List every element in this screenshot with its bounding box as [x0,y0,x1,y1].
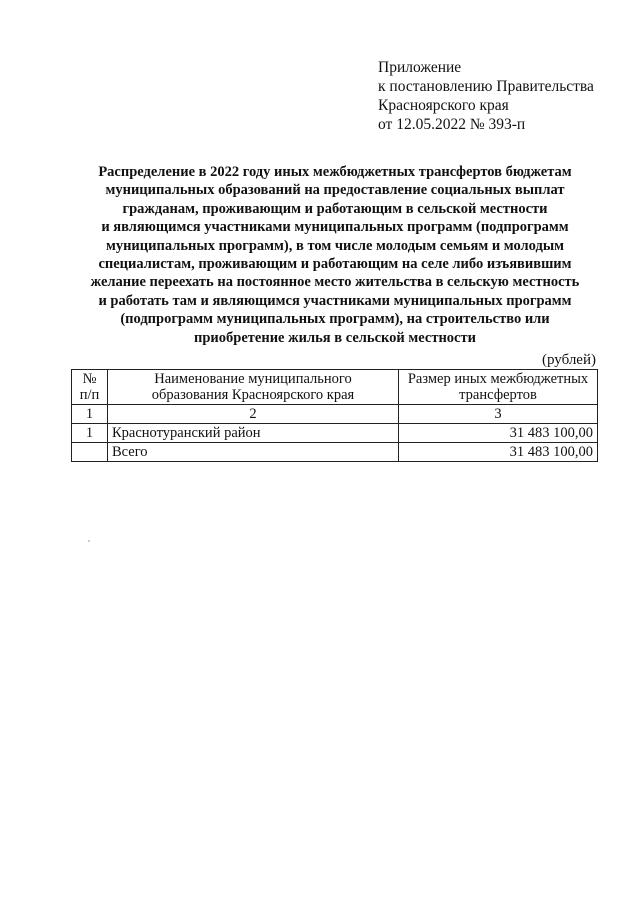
row-number: 1 [72,424,108,443]
total-row [72,443,598,462]
title-line: муниципальных программ), в том числе молодым семьям и молодым [105,237,565,254]
header-name [108,370,399,405]
row-municipality: Краснотуранский район [108,424,399,443]
scan-speck [88,540,90,542]
appendix-line-1: Приложение [378,59,462,76]
header-amount-line1: Размер иных межбюджетных [407,371,589,387]
distribution-table [71,369,598,462]
appendix-block [378,58,594,134]
row-amount: 31 483 100,00 [399,424,598,443]
title-line: (подпрограмм муниципальных программ), на строительство или [120,311,550,328]
header-amount-line2: трансфертов [459,387,537,403]
column-number: 2 [108,405,399,424]
column-number: 1 [72,405,108,424]
title-line: Распределение в 2022 году иных межбюджетных трансфертов бюджетам [98,164,572,180]
total-label: Всего [108,443,399,462]
table-header-row [72,370,598,405]
title-line: гражданам, проживающим и работающим в сельской местности [122,200,548,217]
header-name-line2: образования Красноярского края [151,387,355,403]
title-line: муниципальных образований на предоставление социальных выплат [105,182,565,199]
title-line: и являющимся участниками муниципальных программ (подпрограмм [101,219,569,236]
header-amount [399,370,598,405]
column-number: 3 [399,405,598,424]
title-line: специалистам, проживающим и работающим на селе либо изъявившим [98,256,572,273]
table-row [72,424,598,443]
units-label: (рублей) [541,352,596,368]
column-number-row [72,405,598,424]
title-line: приобретение жилья в сельской местности [194,329,476,346]
header-number-line1: № [82,371,97,387]
header-number [72,370,108,405]
appendix-line-2: к постановлению Правительства [378,78,594,95]
appendix-line-4: от 12.05.2022 № 393-п [378,116,526,133]
header-name-line1: Наименование муниципального [154,371,352,387]
title-line: и работать там и являющимся участниками муниципальных программ [98,292,572,309]
total-amount: 31 483 100,00 [399,443,598,462]
title-line: желание переехать на постоянное место жительства в сельскую местность [90,274,580,291]
appendix-line-3: Красноярского края [378,97,509,114]
document-title [70,163,600,347]
total-number [72,443,108,462]
header-number-line2: п/п [79,387,100,403]
